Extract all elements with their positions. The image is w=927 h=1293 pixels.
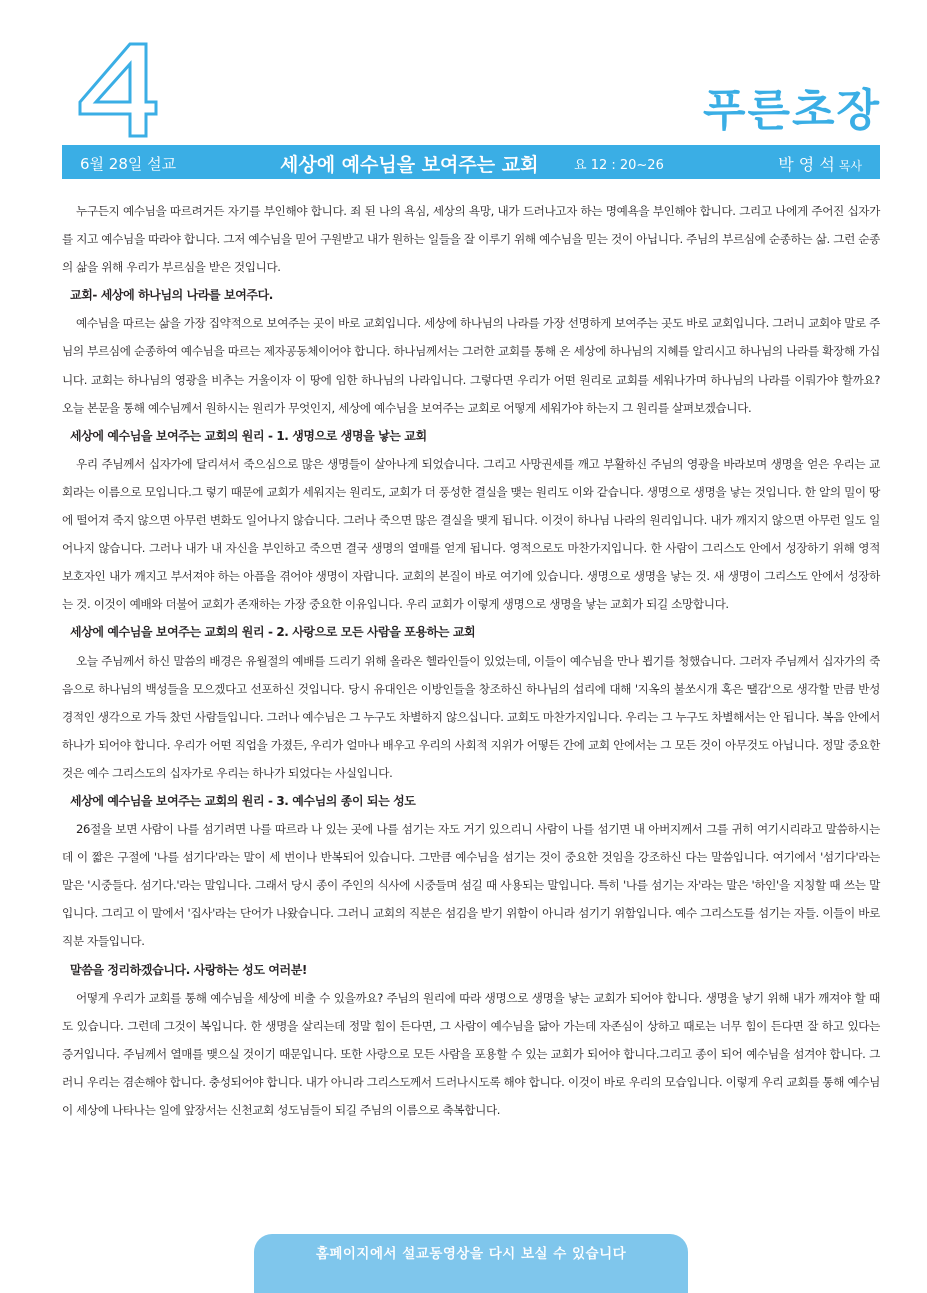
sermon-date: 6월 28일 설교 <box>80 155 177 173</box>
pastor-role: 목사 <box>838 159 862 173</box>
sermon-title-bar <box>62 145 880 179</box>
paragraph-principle-1: 우리 주님께서 십자가에 달리셔서 죽으심으로 많은 생명들이 살아나게 되었습니다. 그리고 사망권세를 깨고 부활하신 주님의 영광을 바라보며 생명을 얻은 우리는 교회라는 이름으로 모입니다.그 렇기 때문에 교회가 세워지는 원리도, 교회가 더 풍성한 결실을 맺는 원리도 이와 같습니다. 생명으로 생명을 낳는 것입니다. 한 알의 밀이 땅에 떨어져 죽지 않으면 아무런 변화도 일어나지 않습니다. 그러나 죽으면 많은 결실을 맺게 됩니다. 이것이 하나님 나라의 원리입니다. 내가 깨지지 않으면 아무런 일도 일어나지 않습니다. 그러나 내가 내 자신을 부인하고 죽으면 결국 생명의 열매를 얻게 됩니다. 영적으로도 마찬가지입니다. 한 사람이 그리스도 안에서 성장하기 위해 영적 보호자인 내가 깨지고 부서져야 하는 아픔을 겪어야 생명이 자랍니다. 교회의 본질이 바로 여기에 있습니다. 생명으로 생명을 낳는 것. 새 생명이 그리스도 안에서 성장하는 것. 이것이 예배와 더불어 교회가 존재하는 가장 중요한 이유입니다. 우리 교회가 이렇게 생명으로 생명을 낳는 교회가 되길 소망합니다. <box>62 456 880 612</box>
section-heading-principle-3: 세상에 예수님을 보여주는 교회의 원리 - 3. 예수님의 종이 되는 성도 <box>70 793 416 808</box>
paragraph-principle-2: 오늘 주님께서 하신 말씀의 배경은 유월절의 예배를 드리기 위해 올라온 헬라인들이 있었는데, 이들이 예수님을 만나 뵙기를 청했습니다. 그러자 주님께서 십자가의 죽음으로 하나님의 백성들을 모으겠다고 선포하신 것입니다. 당시 유대인은 이방인들을 창조하신 하나님의 섭리에 대해 '지옥의 불쏘시개 혹은 땔감'으로 생각할 만큼 반성경적인 생각으로 가득 찼던 사람들입니다. 그러나 예수님은 그 누구도 차별하지 않으십니다. 교회도 마찬가지입니다. 우리는 그 누구도 차별해서는 안 됩니다. 복음 안에서 하나가 되어야 합니다. 우리가 어떤 직업을 가졌든, 우리가 얼마나 배우고 우리의 사회적 지위가 어떻든 간에 교회 안에서는 그 모든 것이 아무것도 아닙니다. 정말 중요한 것은 예수 그리스도의 십자가로 우리는 하나가 되었다는 사실입니다. <box>62 653 880 780</box>
section-heading-principle-2: 세상에 예수님을 보여주는 교회의 원리 - 2. 사랑으로 모든 사람을 포용하는 교회 <box>70 625 476 640</box>
paragraph-intro: 누구든지 예수님을 따르려거든 자기를 부인해야 합니다. 죄 된 나의 욕심, 세상의 욕망, 내가 드러나고자 하는 명예욕을 부인해야 합니다. 그리고 나에게 주어진 십자가를 지고 예수님을 따라야 합니다. 그저 예수님을 믿어 구원받고 내가 원하는 일들을 잘 이루기 위해 예수님을 믿는 것이 아닙니다. 주님의 부르심에 순종하는 삶. 그런 순종의 삶을 위해 우리가 부르심을 받은 것입니다. <box>62 204 880 275</box>
brand-title: 푸른초장 <box>702 85 881 136</box>
sermon-body <box>62 197 880 1124</box>
sermon-title: 세상에 예수님을 보여주는 교회 <box>280 154 539 176</box>
paragraph-principle-3: 26절을 보면 사람이 나를 섬기려면 나를 따르라 나 있는 곳에 나를 섬기는 자도 거기 있으리니 사람이 나를 섬기면 내 아버지께서 그를 귀히 여기시리라고 말씀하시는데 이 짧은 구절에 '나를 섬기다'라는 말이 세 번이나 반복되어 있습니다. 그만큼 예수님을 섬기는 것이 중요한 것임을 강조하신 다는 말씀입니다. 여기에서 '섬기다'라는 말은 '시중들다. 섬기다.'라는 말입니다. 그래서 당시 종이 주인의 식사에 시중들며 섬길 때 사용되는 말입니다. 특히 '나를 섬기는 자'라는 말은 '하인'을 지칭할 때 쓰는 말입니다. 그리고 이 말에서 '집사'라는 단어가 나왔습니다. 그러니 교회의 직분은 섬김을 받기 위함이 아니라 섬기기 위함입니다. 예수 그리스도를 섬기는 자들. 이들이 바로 직분 자들입니다. <box>62 822 880 949</box>
section-heading-principle-1: 세상에 예수님을 보여주는 교회의 원리 - 1. 생명으로 생명을 낳는 교회 <box>70 428 427 443</box>
video-notice-banner: 홈페이지에서 설교동영상을 다시 보실 수 있습니다 <box>254 1234 688 1293</box>
page-number <box>78 40 158 140</box>
section-heading-conclusion: 말씀을 정리하겠습니다. 사랑하는 성도 여러분! <box>70 962 307 977</box>
paragraph-conclusion: 어떻게 우리가 교회를 통해 예수님을 세상에 비출 수 있을까요? 주님의 원리에 따라 생명으로 생명을 낳는 교회가 되어야 합니다. 생명을 낳기 위해 내가 깨져야 할 때도 있습니다. 그런데 그것이 복입니다. 한 생명을 살리는데 정말 힘이 든다면, 그 사람이 예수님을 닮아 가는데 자존심이 상하고 때로는 너무 힘이 든다면 잘 하고 있다는 증거입니다. 주님께서 열매를 맺으실 것이기 때문입니다. 또한 사랑으로 모든 사람을 포용할 수 있는 교회가 되어야 합니다.그리고 종이 되어 예수님을 섬겨야 합니다. 그러니 우리는 겸손해야 합니다. 충성되어야 합니다. 내가 아니라 그리스도께서 드러나시도록 해야 합니다. 이것이 바로 우리의 모습입니다. 이렇게 우리 교회를 통해 예수님이 세상에 나타나는 일에 앞장서는 신천교회 성도님들이 되길 주님의 이름으로 축복합니다. <box>62 990 880 1117</box>
paragraph-church: 예수님을 따르는 삶을 가장 집약적으로 보여주는 곳이 바로 교회입니다. 세상에 하나님의 나라를 가장 선명하게 보여주는 곳도 바로 교회입니다. 그러니 교회야 말로 주님의 부르심에 순종하여 예수님을 따르는 제자공동체이어야 합니다. 하나님께서는 그러한 교회를 통해 온 세상에 하나님의 지혜를 알리시고 하나님의 나라를 확장해 가십니다. 교회는 하나님의 영광을 비추는 거울이자 이 땅에 임한 하나님의 나라입니다. 그렇다면 우리가 어떤 원리로 교회를 세워나가며 하나님의 나라를 이뤄가야 할까요? 오늘 본문을 통해 예수님께서 원하시는 원리가 무엇인지, 세상에 예수님을 보여주는 교회로 어떻게 세워가야 하는지 그 원리를 살펴보겠습니다. <box>62 316 880 415</box>
section-heading-church: 교회- 세상에 하나님의 나라를 보여주다. <box>70 288 273 303</box>
scripture-reference: 요 12 : 20~26 <box>574 158 664 173</box>
pastor-name <box>778 152 862 175</box>
pastor-name-text: 박 영 석 <box>778 155 835 174</box>
page-number-outline <box>78 40 158 140</box>
